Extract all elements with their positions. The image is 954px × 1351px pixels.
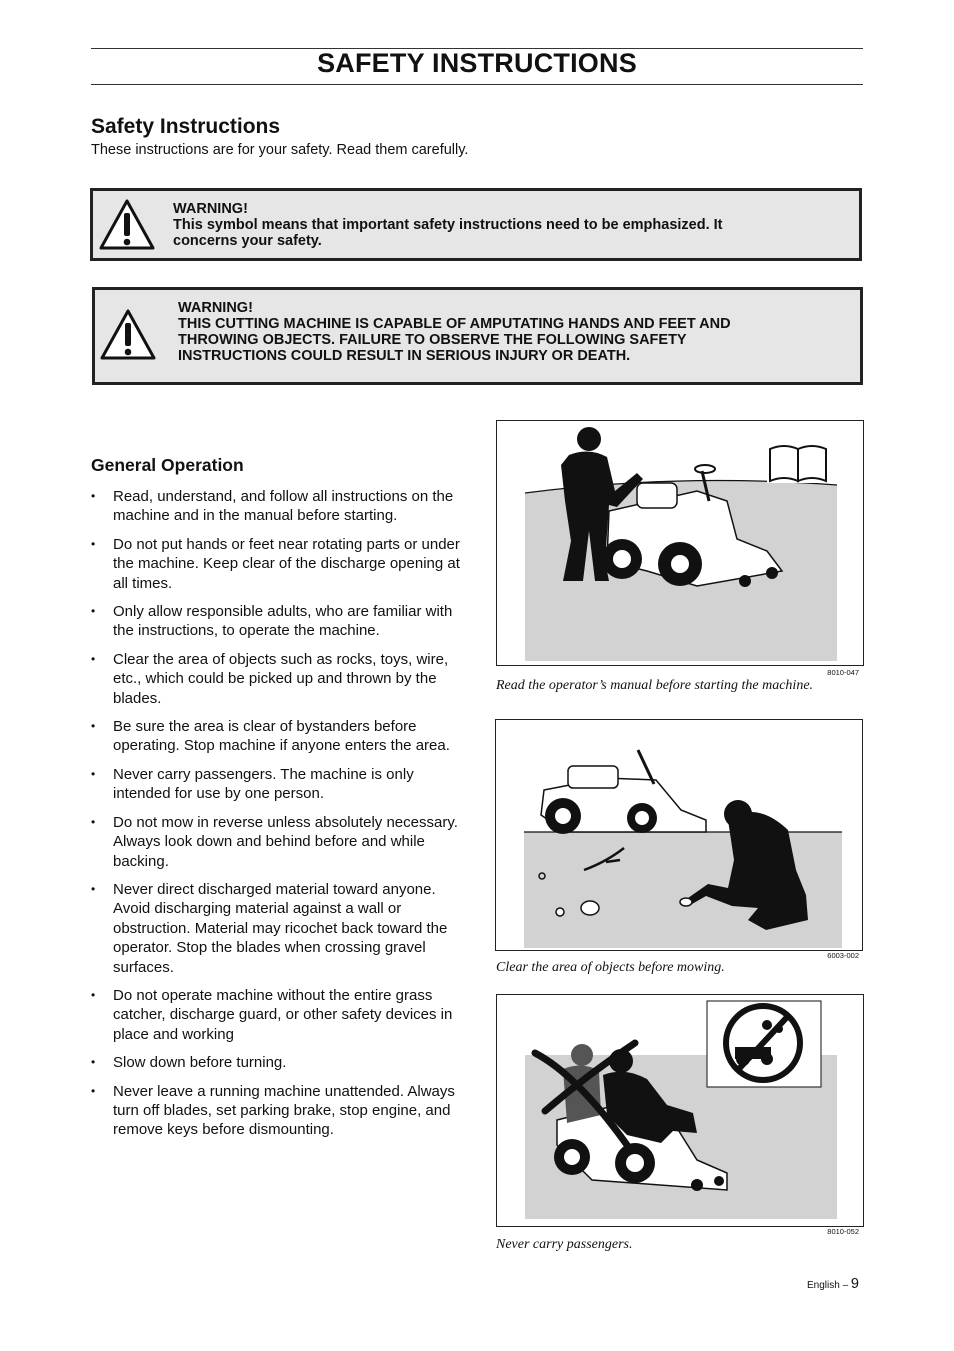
figure-caption: Never carry passengers.: [496, 1237, 633, 1252]
list-item: • Clear the area of objects such as rocks, toys, wire, etc., which could be picked up and thrown by the blades.: [91, 650, 466, 708]
figure-caption: Clear the area of objects before mowing.: [496, 960, 725, 975]
list-item: • Do not mow in reverse unless absolutely necessary. Always look down and behind before and while backing.: [91, 813, 466, 871]
warning-line: THROWING OBJECTS. FAILURE TO OBSERVE THE FOLLOWING SAFETY: [178, 332, 687, 348]
header-rule-bottom: [91, 84, 863, 85]
list-item: • Do not operate machine without the entire grass catcher, discharge guard, or other safety devices in place and working: [91, 986, 466, 1044]
page-title: SAFETY INSTRUCTIONS: [317, 48, 637, 78]
illustration-person-picking-up-objects: [496, 720, 862, 950]
list-item: • Never carry passengers. The machine is only intended for use by one person.: [91, 765, 466, 804]
warning-line: INSTRUCTIONS COULD RESULT IN SERIOUS INJURY OR DEATH.: [178, 348, 631, 364]
warning-box: [92, 287, 863, 385]
warning-triangle-icon: [99, 308, 157, 362]
list-item: • Do not put hands or feet near rotating parts or under the machine. Keep clear of the discharge opening at all times.: [91, 535, 466, 593]
warning-triangle-icon: [98, 198, 156, 252]
page-number: 9: [850, 1276, 859, 1292]
figure-code: 8010-047: [827, 668, 859, 677]
illustration-passenger-crossed-out: [497, 995, 863, 1226]
figure-code: 6003-002: [827, 951, 859, 960]
figure-code: 8010-052: [827, 1227, 859, 1236]
general-operation-heading: General Operation: [91, 455, 244, 475]
figure-no-passengers: [496, 994, 864, 1227]
intro-text: These instructions are for your safety. Read them carefully.: [91, 142, 469, 158]
warning-title: WARNING!: [178, 300, 253, 316]
general-operation-list: [91, 487, 466, 1149]
figure-caption: Read the operator’s manual before starting the machine.: [496, 678, 814, 693]
list-item: • Be sure the area is clear of bystanders before operating. Stop machine if anyone enters the area.: [91, 717, 466, 756]
figure-read-manual: [496, 420, 864, 666]
section-heading: Safety Instructions: [91, 115, 281, 138]
list-item: • Slow down before turning.: [91, 1053, 466, 1072]
warning-text: [178, 300, 858, 364]
warning-text: [173, 201, 853, 249]
warning-line: THIS CUTTING MACHINE IS CAPABLE OF AMPUTATING HANDS AND FEET AND: [178, 316, 731, 332]
warning-line: This symbol means that important safety instructions need to be emphasized. It: [173, 217, 723, 233]
warning-line: concerns your safety.: [173, 233, 322, 249]
list-item: • Never direct discharged material toward anyone. Avoid discharging material against a wall or obstruction. Material may ricochet back toward the operator. Stop the blades when crossing gravel surfaces.: [91, 880, 466, 977]
list-item: • Never leave a running machine unattended. Always turn off blades, set parking brake, stop engine, and remove keys before dismounting.: [91, 1082, 466, 1140]
figure-clear-objects: [495, 719, 863, 951]
list-item: • Read, understand, and follow all instructions on the machine and in the manual before starting.: [91, 487, 466, 526]
footer-language: English –: [807, 1280, 849, 1291]
warning-box: [90, 188, 862, 261]
page-footer: [807, 1276, 859, 1292]
list-item: • Only allow responsible adults, who are familiar with the instructions, to operate the machine.: [91, 602, 466, 641]
warning-title: WARNING!: [173, 201, 248, 217]
illustration-operator-with-mower: [497, 421, 863, 665]
